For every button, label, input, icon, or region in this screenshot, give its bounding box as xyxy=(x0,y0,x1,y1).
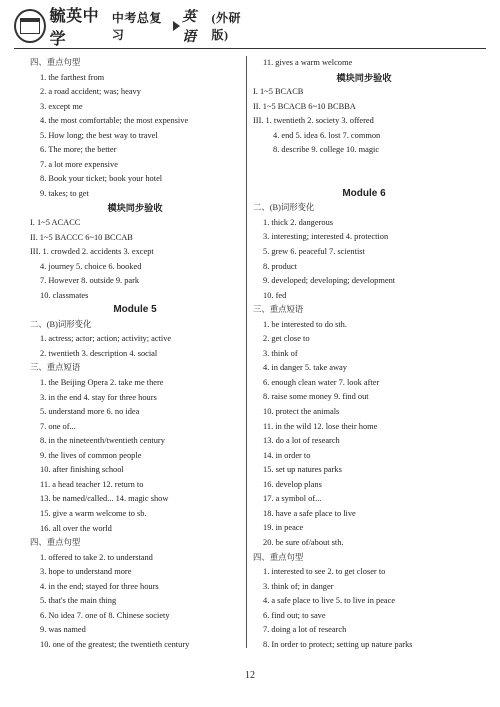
answer-line: 8. describe 9. college 10. magic xyxy=(273,145,380,155)
edition-name: (外研版) xyxy=(211,11,242,42)
answer-line: 8. raise some money 9. find out xyxy=(263,392,369,402)
left-column xyxy=(30,56,240,652)
answer-line: 9. takes; to get xyxy=(40,188,89,198)
page-header xyxy=(14,6,254,46)
answer-line: 3. think of xyxy=(263,348,298,358)
arrow-icon xyxy=(173,21,180,31)
section-heading: 二、(B)词形变化 xyxy=(30,319,92,329)
answer-line: 11. in the wild 12. lose their home xyxy=(263,421,378,431)
answer-line: 7. However 8. outside 9. park xyxy=(40,276,140,286)
answer-line: 15. give a warm welcome to sb. xyxy=(40,508,147,518)
answer-line: 8. Book your ticket; book your hotel xyxy=(40,174,163,184)
page-number: 12 xyxy=(245,670,255,681)
answer-line: 3. hope to understand more xyxy=(40,567,132,577)
spacer xyxy=(253,158,475,187)
answer-line: 1. the Beijing Opera 2. take me there xyxy=(40,378,164,388)
answer-line: 10. classmates xyxy=(40,290,89,300)
module-title: Module 6 xyxy=(342,187,386,199)
answer-line: 2. a road accident; was; heavy xyxy=(40,87,141,97)
section-heading: 四、重点句型 xyxy=(30,538,81,548)
answer-line: 2. get close to xyxy=(263,334,310,344)
right-column xyxy=(253,56,475,652)
answer-line: 2. twentieth 3. description 4. social xyxy=(40,348,158,358)
answer-line: 5. How long; the best way to travel xyxy=(40,130,158,140)
section-heading: 四、重点句型 xyxy=(253,552,304,562)
section-heading: III. 1. crowded 2. accidents 3. except xyxy=(30,247,154,257)
answer-line: 6. No idea 7. one of 8. Chinese society xyxy=(40,610,170,620)
section-heading: II. 1~5 BCACB 6~10 BCBBA xyxy=(253,101,356,111)
answer-line: 4. the most comfortable; the most expensive xyxy=(40,116,189,126)
book-brand xyxy=(50,3,254,49)
answer-line: 4. in danger 5. take away xyxy=(263,363,347,373)
header-rule xyxy=(14,48,486,49)
answer-line: 16. all over the world xyxy=(40,523,112,533)
answer-line: 9. was named xyxy=(40,625,86,635)
section-heading: I. 1~5 ACACC xyxy=(30,218,81,228)
answer-line: 18. have a safe place to live xyxy=(263,508,356,518)
section-heading: III. 1. twentieth 2. society 3. offered xyxy=(253,116,374,126)
answer-line: 14. in order to xyxy=(263,450,311,460)
answer-line: 7. doing a lot of research xyxy=(263,625,347,635)
answer-line: 20. be sure of/about sth. xyxy=(263,537,344,547)
answer-line: 11. gives a warm welcome xyxy=(263,58,353,67)
answer-line: 4. in the end; stayed for three hours xyxy=(40,581,159,591)
section-title: 模块同步验收 xyxy=(336,72,392,83)
answer-line: 1. interested to see 2. to get closer to xyxy=(263,567,386,577)
answer-line: 5. that's the main thing xyxy=(40,596,117,606)
answer-line: 8. product xyxy=(263,261,297,271)
answer-line: 15. set up natures parks xyxy=(263,465,342,475)
answer-line: 4. end 5. idea 6. lost 7. common xyxy=(273,130,381,140)
answer-line: 1. thick 2. dangerous xyxy=(263,217,334,227)
answer-line: 1. be interested to do sth. xyxy=(263,319,347,329)
answer-line: 6. enough clean water 7. look after xyxy=(263,377,380,387)
answer-line: 1. offered to take 2. to understand xyxy=(40,552,153,562)
series-name: 中考总复习 xyxy=(111,11,162,42)
answer-line: 7. one of... xyxy=(40,421,76,431)
answer-line: 13. be named/called... 14. magic show xyxy=(40,494,169,504)
answer-line: 10. after finishing school xyxy=(40,465,124,475)
answer-line: 10. fed xyxy=(263,290,287,300)
answer-line: 7. a lot more expensive xyxy=(40,159,118,169)
answer-line: 8. In order to protect; setting up nature parks xyxy=(263,639,413,649)
section-heading: 三、重点短语 xyxy=(30,363,81,373)
module-title: Module 5 xyxy=(113,304,157,316)
answer-line: 16. develop plans xyxy=(263,479,322,489)
answer-line: 13. do a lot of research xyxy=(263,436,340,446)
answer-line: 17. a symbol of... xyxy=(263,494,322,504)
answer-line: 19. in peace xyxy=(263,523,304,533)
section-heading: 四、重点句型 xyxy=(30,58,81,67)
answer-line: 1. actress; actor; action; activity; active xyxy=(40,334,172,344)
section-heading: 二、(B)词形变化 xyxy=(253,203,315,213)
answer-line: 5. understand more 6. no idea xyxy=(40,407,140,417)
answer-line: 3. except me xyxy=(40,101,83,111)
answer-line: 9. the lives of common people xyxy=(40,450,142,460)
answer-line: 10. one of the greatest; the twentieth century xyxy=(40,639,190,649)
column-divider xyxy=(246,56,247,648)
section-heading: I. 1~5 BCACB xyxy=(253,87,304,97)
answer-line: 3. in the end 4. stay for three hours xyxy=(40,392,157,402)
answer-line: 8. in the nineteenth/twentieth century xyxy=(40,436,165,446)
school-name: 毓英中学 xyxy=(49,8,100,48)
section-heading: 三、重点短语 xyxy=(253,305,304,315)
answer-line: 6. The more; the better xyxy=(40,145,117,155)
answer-line: 3. interesting; interested 4. protection xyxy=(263,232,389,242)
answer-line: 1. the farthest from xyxy=(40,72,105,82)
section-heading: II. 1~5 BACCC 6~10 BCCAB xyxy=(30,232,133,242)
answer-line: 10. protect the animals xyxy=(263,407,340,417)
answer-line: 3. think of; in danger xyxy=(263,581,334,591)
section-title: 模块同步验收 xyxy=(107,203,163,214)
subject-name: 英语 xyxy=(182,10,197,45)
answer-line: 6. find out; to save xyxy=(263,610,326,620)
school-logo-icon xyxy=(14,9,46,43)
answer-line: 5. grew 6. peaceful 7. scientist xyxy=(263,247,365,257)
answer-line: 11. a head teacher 12. return to xyxy=(40,479,144,489)
answer-line: 4. journey 5. choice 6. booked xyxy=(40,261,142,271)
answer-line: 4. a safe place to live 5. to live in peace xyxy=(263,596,396,606)
answer-line: 9. developed; developing; development xyxy=(263,276,396,286)
